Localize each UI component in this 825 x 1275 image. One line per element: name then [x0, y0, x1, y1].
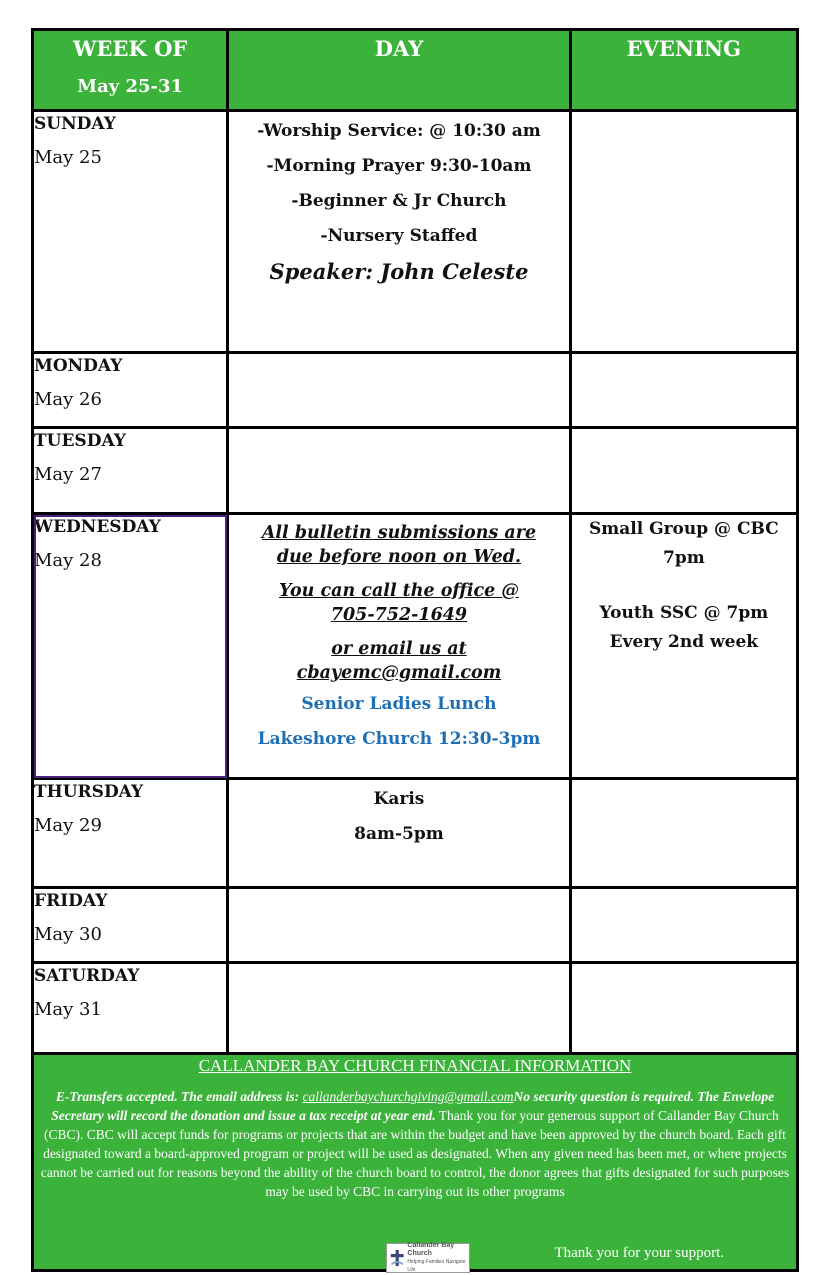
- giving-email-link[interactable]: callanderbaychurchgiving@gmail.com: [302, 1089, 514, 1104]
- event-title: Karis: [373, 789, 425, 809]
- day-label: WEDNESDAY May 28: [33, 514, 228, 779]
- day-label: SUNDAY May 25: [33, 111, 228, 353]
- table-row: [33, 888, 798, 963]
- list-item: -Beginner & Jr Church: [291, 191, 507, 211]
- sunday-day-cell: [228, 111, 570, 353]
- evening-event: Small Group @ CBC: [588, 519, 779, 539]
- financial-row: [33, 1054, 798, 1271]
- day-label: SATURDAY May 31: [33, 963, 228, 1054]
- week-range-label: May 25-31: [77, 76, 184, 97]
- bulletin-notice: due before noon on Wed.: [276, 547, 522, 567]
- day-label: FRIDAY May 30: [33, 888, 228, 963]
- list-item: -Morning Prayer 9:30-10am: [266, 156, 532, 176]
- week-of-label: WEEK OF: [72, 36, 188, 61]
- wednesday-evening-cell: [570, 514, 797, 779]
- table-row: [33, 428, 798, 514]
- bulletin-notice: All bulletin submissions are: [261, 523, 537, 543]
- saturday-evening-cell: [570, 963, 797, 1054]
- evening-event: Youth SSC @ 7pm: [599, 603, 769, 623]
- email-address: cbayemc@gmail.com: [296, 663, 502, 683]
- list-item: -Worship Service: @ 10:30 am: [257, 121, 541, 141]
- week-of-header: [33, 30, 228, 111]
- table-row: [33, 111, 798, 353]
- wednesday-day-cell: [228, 514, 570, 779]
- tuesday-day-cell: [228, 428, 570, 514]
- weekly-schedule-table: [31, 28, 799, 1272]
- list-item: -Nursery Staffed: [320, 226, 478, 246]
- friday-evening-cell: [570, 888, 797, 963]
- table-row: [33, 353, 798, 428]
- email-notice: or email us at: [331, 639, 467, 659]
- sunday-evening-cell: [570, 111, 797, 353]
- saturday-day-cell: [228, 963, 570, 1054]
- table-row: [33, 779, 798, 888]
- table-row: [33, 963, 798, 1054]
- evening-column-header: EVENING: [570, 30, 797, 111]
- thursday-day-cell: [228, 779, 570, 888]
- monday-evening-cell: [570, 353, 797, 428]
- speaker-line: Speaker: John Celeste: [269, 259, 529, 284]
- day-label: TUESDAY May 27: [33, 428, 228, 514]
- event-title: Senior Ladies Lunch: [301, 694, 497, 714]
- day-label: MONDAY May 26: [33, 353, 228, 428]
- evening-event-time: 7pm: [662, 548, 705, 568]
- table-row: [33, 514, 798, 779]
- header-row: [33, 30, 798, 111]
- tuesday-evening-cell: [570, 428, 797, 514]
- financial-text: E-Transfers accepted. The email address is: callanderbaychurchgiving@gmail.comNo security question is required. The Envelope Secretary will record the donation and issue a tax receipt at year end. Thank you for your generous support of Callander Bay Church (CBC). CBC will accept funds for programs or projects that are within the budget and have been approved by the church board. Each gift designated toward a board-approved program or project will be used as designated. When any given need has been met, or where projects cannot be carried out for reasons beyond the ability of the church board to control, the donor agrees that gifts designated for such purposes may be used by CBC in carrying out its other programs: [40, 1089, 790, 1199]
- church-logo: Callander Bay Church Helping Families Navigate Life: [386, 1243, 470, 1273]
- event-detail: Lakeshore Church 12:30-3pm: [257, 729, 541, 749]
- office-phone-notice: You can call the office @: [279, 581, 519, 601]
- thursday-evening-cell: [570, 779, 797, 888]
- event-time: 8am-5pm: [354, 824, 444, 844]
- friday-day-cell: [228, 888, 570, 963]
- office-phone-number: 705-752-1649: [330, 605, 468, 625]
- cross-icon: [390, 1247, 404, 1269]
- day-column-header: DAY: [228, 30, 570, 111]
- financial-info-panel: [33, 1054, 798, 1271]
- financial-title: CALLANDER BAY CHURCH FINANCIAL INFORMATION: [198, 1056, 632, 1075]
- monday-day-cell: [228, 353, 570, 428]
- thanks-note: Thank you for your support.: [554, 1245, 724, 1261]
- day-label: THURSDAY May 29: [33, 779, 228, 888]
- evening-event-note: Every 2nd week: [609, 632, 759, 652]
